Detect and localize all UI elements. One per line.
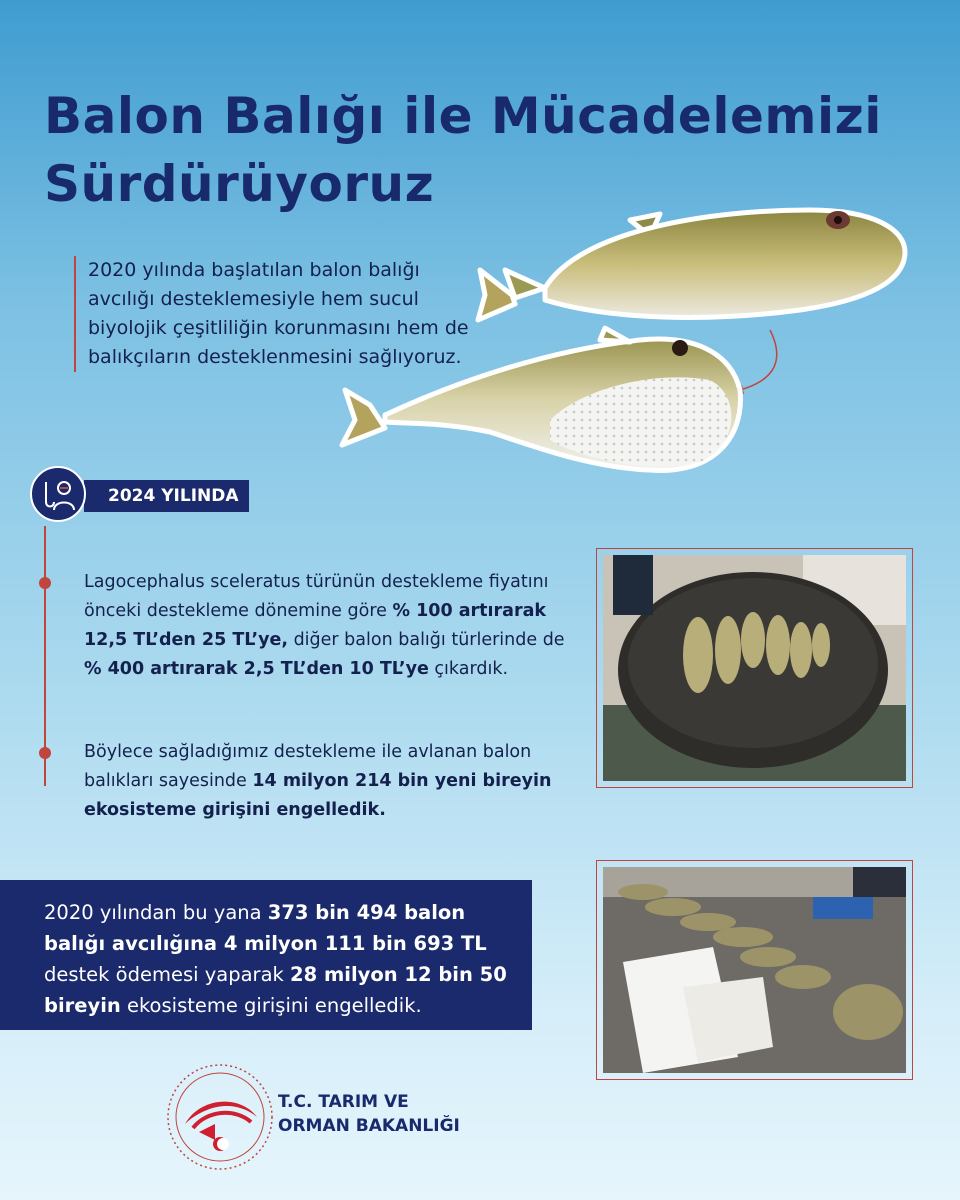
org-line-1: T.C. TARIM VE bbox=[278, 1092, 409, 1112]
org-line-2: ORMAN BAKANLIĞI bbox=[278, 1116, 460, 1136]
bullet-dot bbox=[39, 577, 51, 589]
intro-text: 2020 yılında başlatılan balon balığı avcılığı desteklemesiyle hem sucul biyolojik çeşitliliğin korunmasını hem de balıkçıların desteklenmesini sağlıyoruz. bbox=[74, 256, 488, 372]
bullet-dot bbox=[39, 747, 51, 759]
pufferfish-illustration bbox=[330, 200, 930, 500]
bullet-ecosystem: Böylece sağladığımız destekleme ile avlanan balon balıkları sayesinde 14 milyon 214 bin yeni bireyin ekosisteme girişini engelledik. bbox=[84, 742, 552, 820]
photo-fish-on-barrel bbox=[596, 548, 913, 788]
title-line-1: Balon Balığı ile Mücadelemizi bbox=[44, 87, 882, 145]
year-label: 2024 YILINDA bbox=[84, 480, 249, 512]
page-title bbox=[44, 82, 924, 218]
photo-fish-counting bbox=[596, 860, 913, 1080]
organization-name bbox=[278, 1090, 460, 1138]
bullet-support-price: Lagocephalus sceleratus türünün destekleme fiyatını önceki destekleme dönemine göre % 100 artırarak 12,5 TL’den 25 TL’ye, diğer balon balığı türlerinde de % 400 artırarak 2,5 TL’den 10 TL’ye çıkardık. bbox=[84, 572, 565, 679]
ministry-logo bbox=[165, 1062, 275, 1172]
fisherman-icon bbox=[30, 466, 86, 522]
title-line-2: Sürdürüyoruz bbox=[44, 155, 435, 213]
summary-box: 2020 yılından bu yana 373 bin 494 balon balığı avcılığına 4 milyon 111 bin 693 TL destek ödemesi yaparak 28 milyon 12 bin 50 bireyin ekosisteme girişini engelledik. bbox=[0, 880, 532, 1030]
